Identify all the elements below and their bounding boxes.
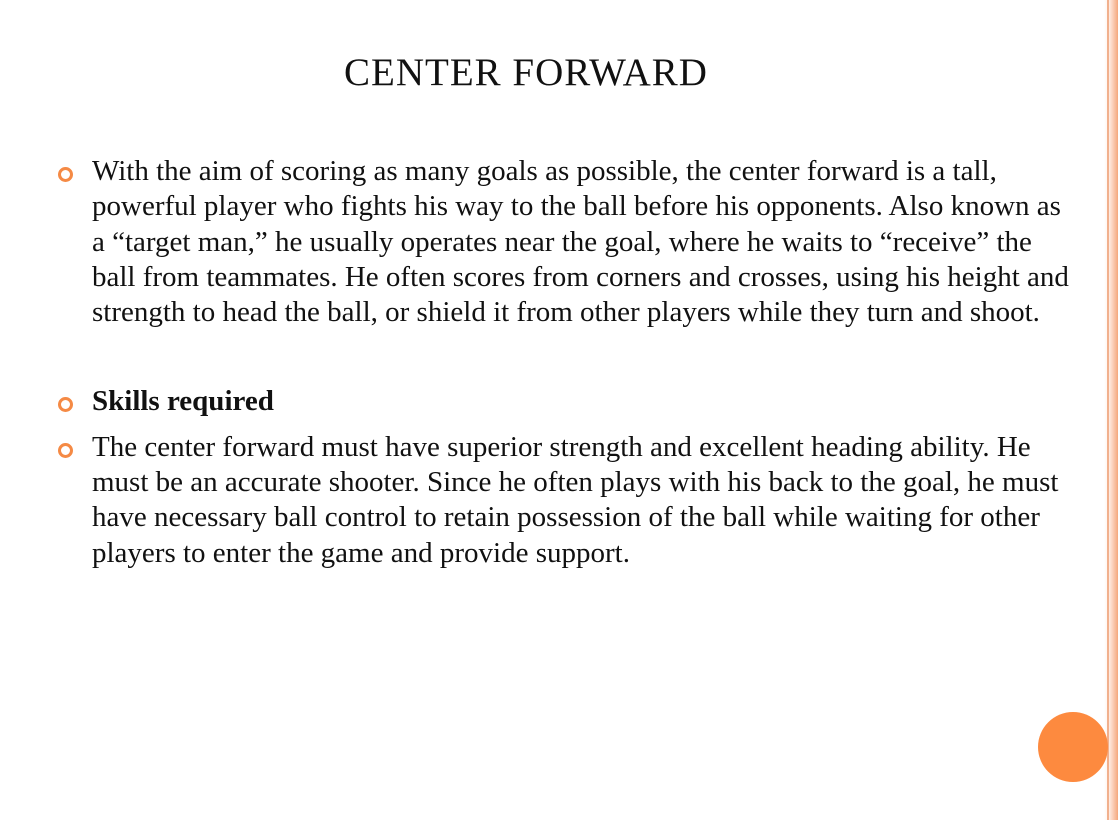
right-edge-line <box>1107 0 1109 820</box>
bullet-text: Skills required <box>92 385 274 418</box>
hollow-circle-bullet-icon <box>58 167 73 182</box>
hollow-circle-bullet-icon <box>58 397 73 412</box>
filled-circle-icon <box>1038 712 1108 782</box>
bullet-item-description <box>56 154 1076 330</box>
bullet-item-skills-heading <box>56 384 1076 419</box>
bullet-text: With the aim of scoring as many goals as possible, the center forward is a tall, powerful player who fights his way to the ball before his opponents. Also known as a “target man,” he usually operates near the goal, where he waits to “receive” the ball from teammates. He often scores from corners and crosses, using his height and strength to head the ball, or shield it from other players while they turn and shoot. <box>92 155 1069 329</box>
bullet-text: The center forward must have superior strength and excellent heading ability. He must be an accurate shooter. Since he often plays with his back to the goal, he must have necessary ball control to retain possession of the ball while waiting for other players to enter the game and provide support. <box>92 430 1059 569</box>
bullet-item-skills <box>56 430 1076 571</box>
bullet-list <box>56 154 1076 571</box>
slide-title: CENTER FORWARD <box>344 51 708 94</box>
hollow-circle-bullet-icon <box>58 443 73 458</box>
